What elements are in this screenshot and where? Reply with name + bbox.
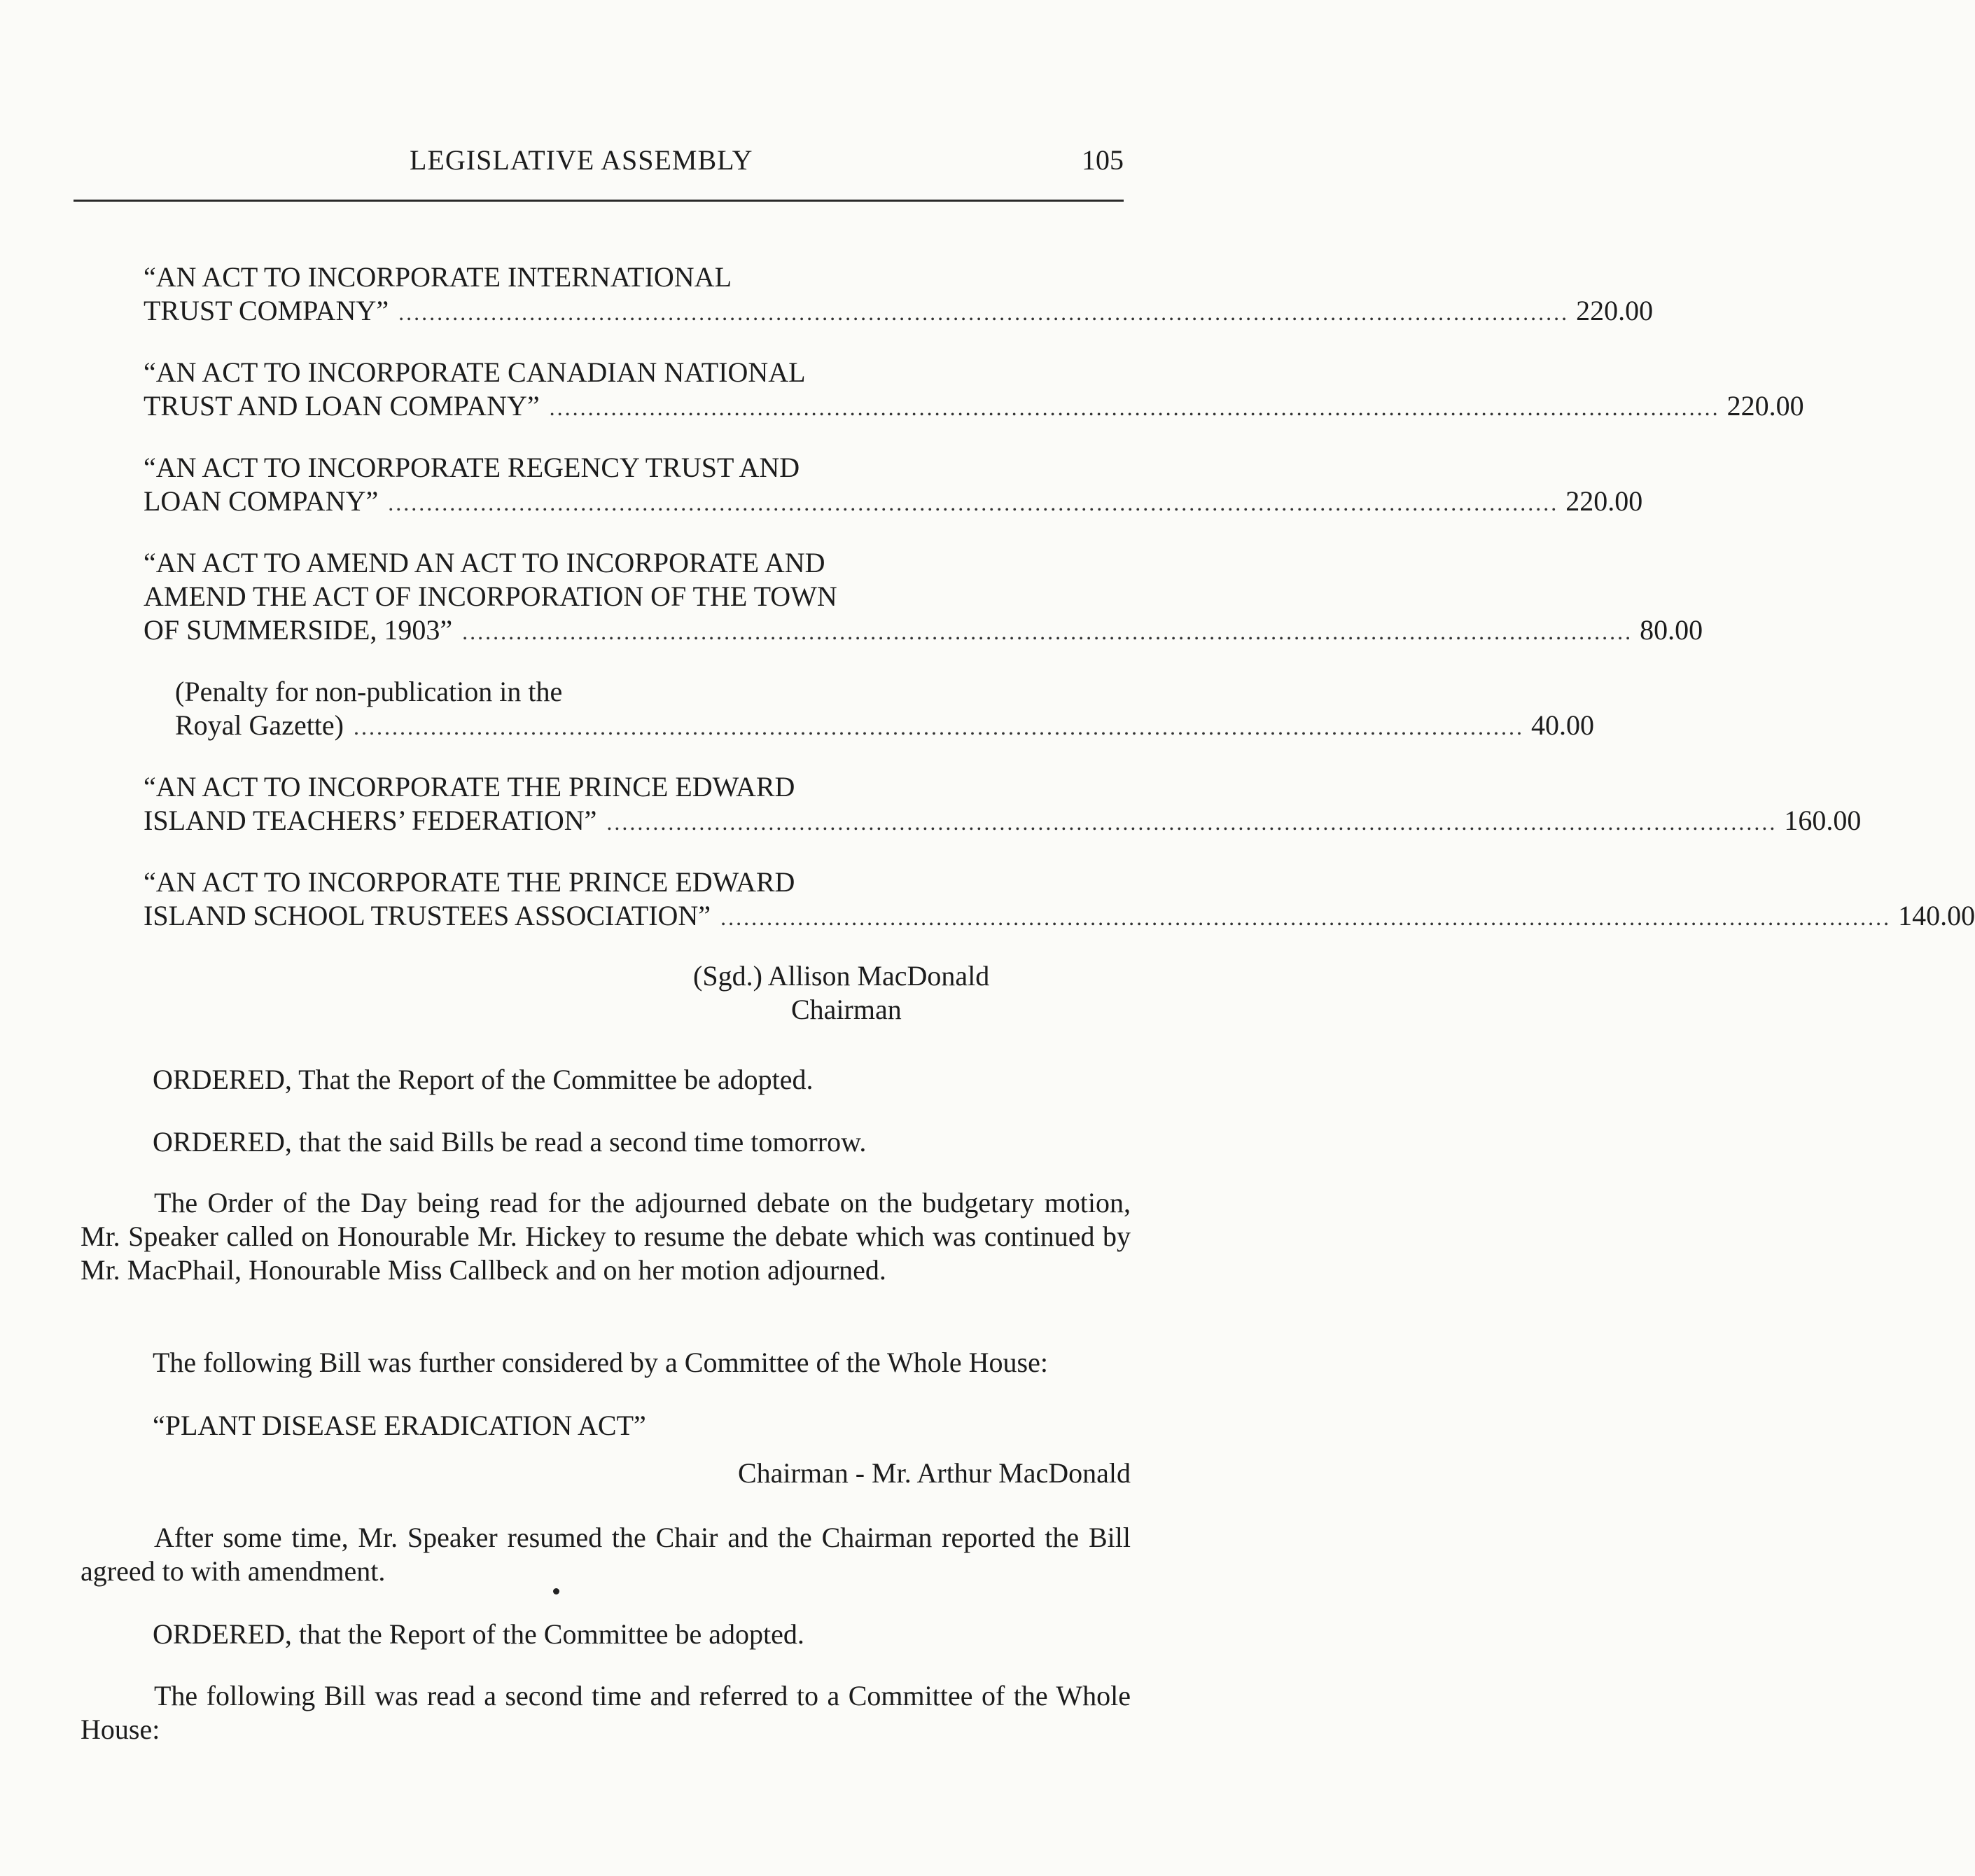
act-title-line: “AN ACT TO INCORPORATE REGENCY TRUST AND	[144, 452, 800, 483]
dot-leader: ........................................................................................................................................................	[462, 619, 1633, 644]
dot-leader: ........................................................................................................................................................	[388, 490, 1559, 515]
chairman-line: Chairman - Mr. Arthur MacDonald	[738, 1457, 1131, 1489]
penalty-entry	[144, 675, 1594, 744]
act-entry	[144, 546, 1703, 648]
act-title-line: ISLAND TEACHERS’ FEDERATION”	[144, 805, 597, 836]
signature-title: Chairman	[791, 994, 902, 1025]
page-header	[74, 144, 1124, 202]
dot-leader: ........................................................................................................................................................	[549, 395, 1720, 420]
fee-amount: 40.00	[1531, 709, 1594, 741]
ordered-adopted: ORDERED, That the Report of the Committee be adopted.	[153, 1064, 814, 1095]
dot-leader: ........................................................................................................................................................	[720, 905, 1892, 930]
fee-amount: 220.00	[1576, 295, 1654, 326]
fee-amount: 160.00	[1784, 805, 1862, 836]
bill-title: “PLANT DISEASE ERADICATION ACT”	[153, 1410, 646, 1441]
act-title-line: “AN ACT TO INCORPORATE THE PRINCE EDWARD	[144, 771, 795, 802]
act-entry	[144, 770, 1862, 839]
dot-leader: ........................................................................................................................................................	[606, 810, 1778, 835]
act-title-line: LOAN COMPANY”	[144, 485, 379, 517]
ordered-second-reading: ORDERED, that the said Bills be read a second time tomorrow.	[153, 1126, 867, 1158]
committee-line: The following Bill was further considered by a Committee of the Whole House:	[153, 1347, 1048, 1378]
act-title-line: “AN ACT TO INCORPORATE CANADIAN NATIONAL	[144, 356, 806, 388]
act-title-line: “AN ACT TO INCORPORATE INTERNATIONAL	[144, 261, 732, 293]
act-entry	[144, 260, 1654, 329]
act-title-line: “AN ACT TO INCORPORATE THE PRINCE EDWARD	[144, 866, 795, 898]
fee-amount: 80.00	[1640, 614, 1703, 646]
act-title-line: AMEND THE ACT OF INCORPORATION OF THE TOWN	[144, 581, 837, 612]
fee-amount: 140.00	[1898, 900, 1975, 931]
signature-block	[693, 959, 1043, 1027]
act-title-line: “AN ACT TO AMEND AN ACT TO INCORPORATE AND	[144, 547, 825, 578]
dot-leader: ........................................................................................................................................................	[354, 714, 1524, 739]
act-title-line: TRUST COMPANY”	[144, 295, 389, 326]
bullet-mark	[553, 1588, 559, 1594]
act-title-line: ISLAND SCHOOL TRUSTEES ASSOCIATION”	[144, 900, 711, 931]
order-of-day-paragraph: The Order of the Day being read for the adjourned debate on the budgetary motion, Mr. Speaker called on Honourable Mr. Hickey to resume the debate which was continued by Mr. MacPhail, Honourable Miss Callbeck and on her motion adjourned.	[81, 1187, 1131, 1286]
act-entry	[144, 356, 1804, 424]
ordered-report-adopted: ORDERED, that the Report of the Committee be adopted.	[153, 1618, 804, 1650]
page-number: 105	[1082, 144, 1124, 176]
fee-amount: 220.00	[1565, 485, 1643, 517]
signature-name: (Sgd.) Allison MacDonald	[693, 960, 990, 992]
page-title: LEGISLATIVE ASSEMBLY	[410, 144, 753, 176]
second-time-paragraph: The following Bill was read a second time and referred to a Committee of the Whole House:	[81, 1680, 1131, 1745]
penalty-line: Royal Gazette)	[175, 709, 344, 741]
act-entry	[144, 451, 1643, 520]
penalty-line: (Penalty for non-publication in the	[175, 676, 563, 707]
dot-leader: ........................................................................................................................................................	[398, 300, 1570, 325]
act-title-line: TRUST AND LOAN COMPANY”	[144, 390, 540, 422]
fee-amount: 220.00	[1726, 390, 1804, 422]
after-time-paragraph: After some time, Mr. Speaker resumed the Chair and the Chairman reported the Bill agreed to with amendment.	[81, 1522, 1131, 1587]
act-title-line: OF SUMMERSIDE, 1903”	[144, 614, 453, 646]
act-entry	[144, 866, 1975, 934]
